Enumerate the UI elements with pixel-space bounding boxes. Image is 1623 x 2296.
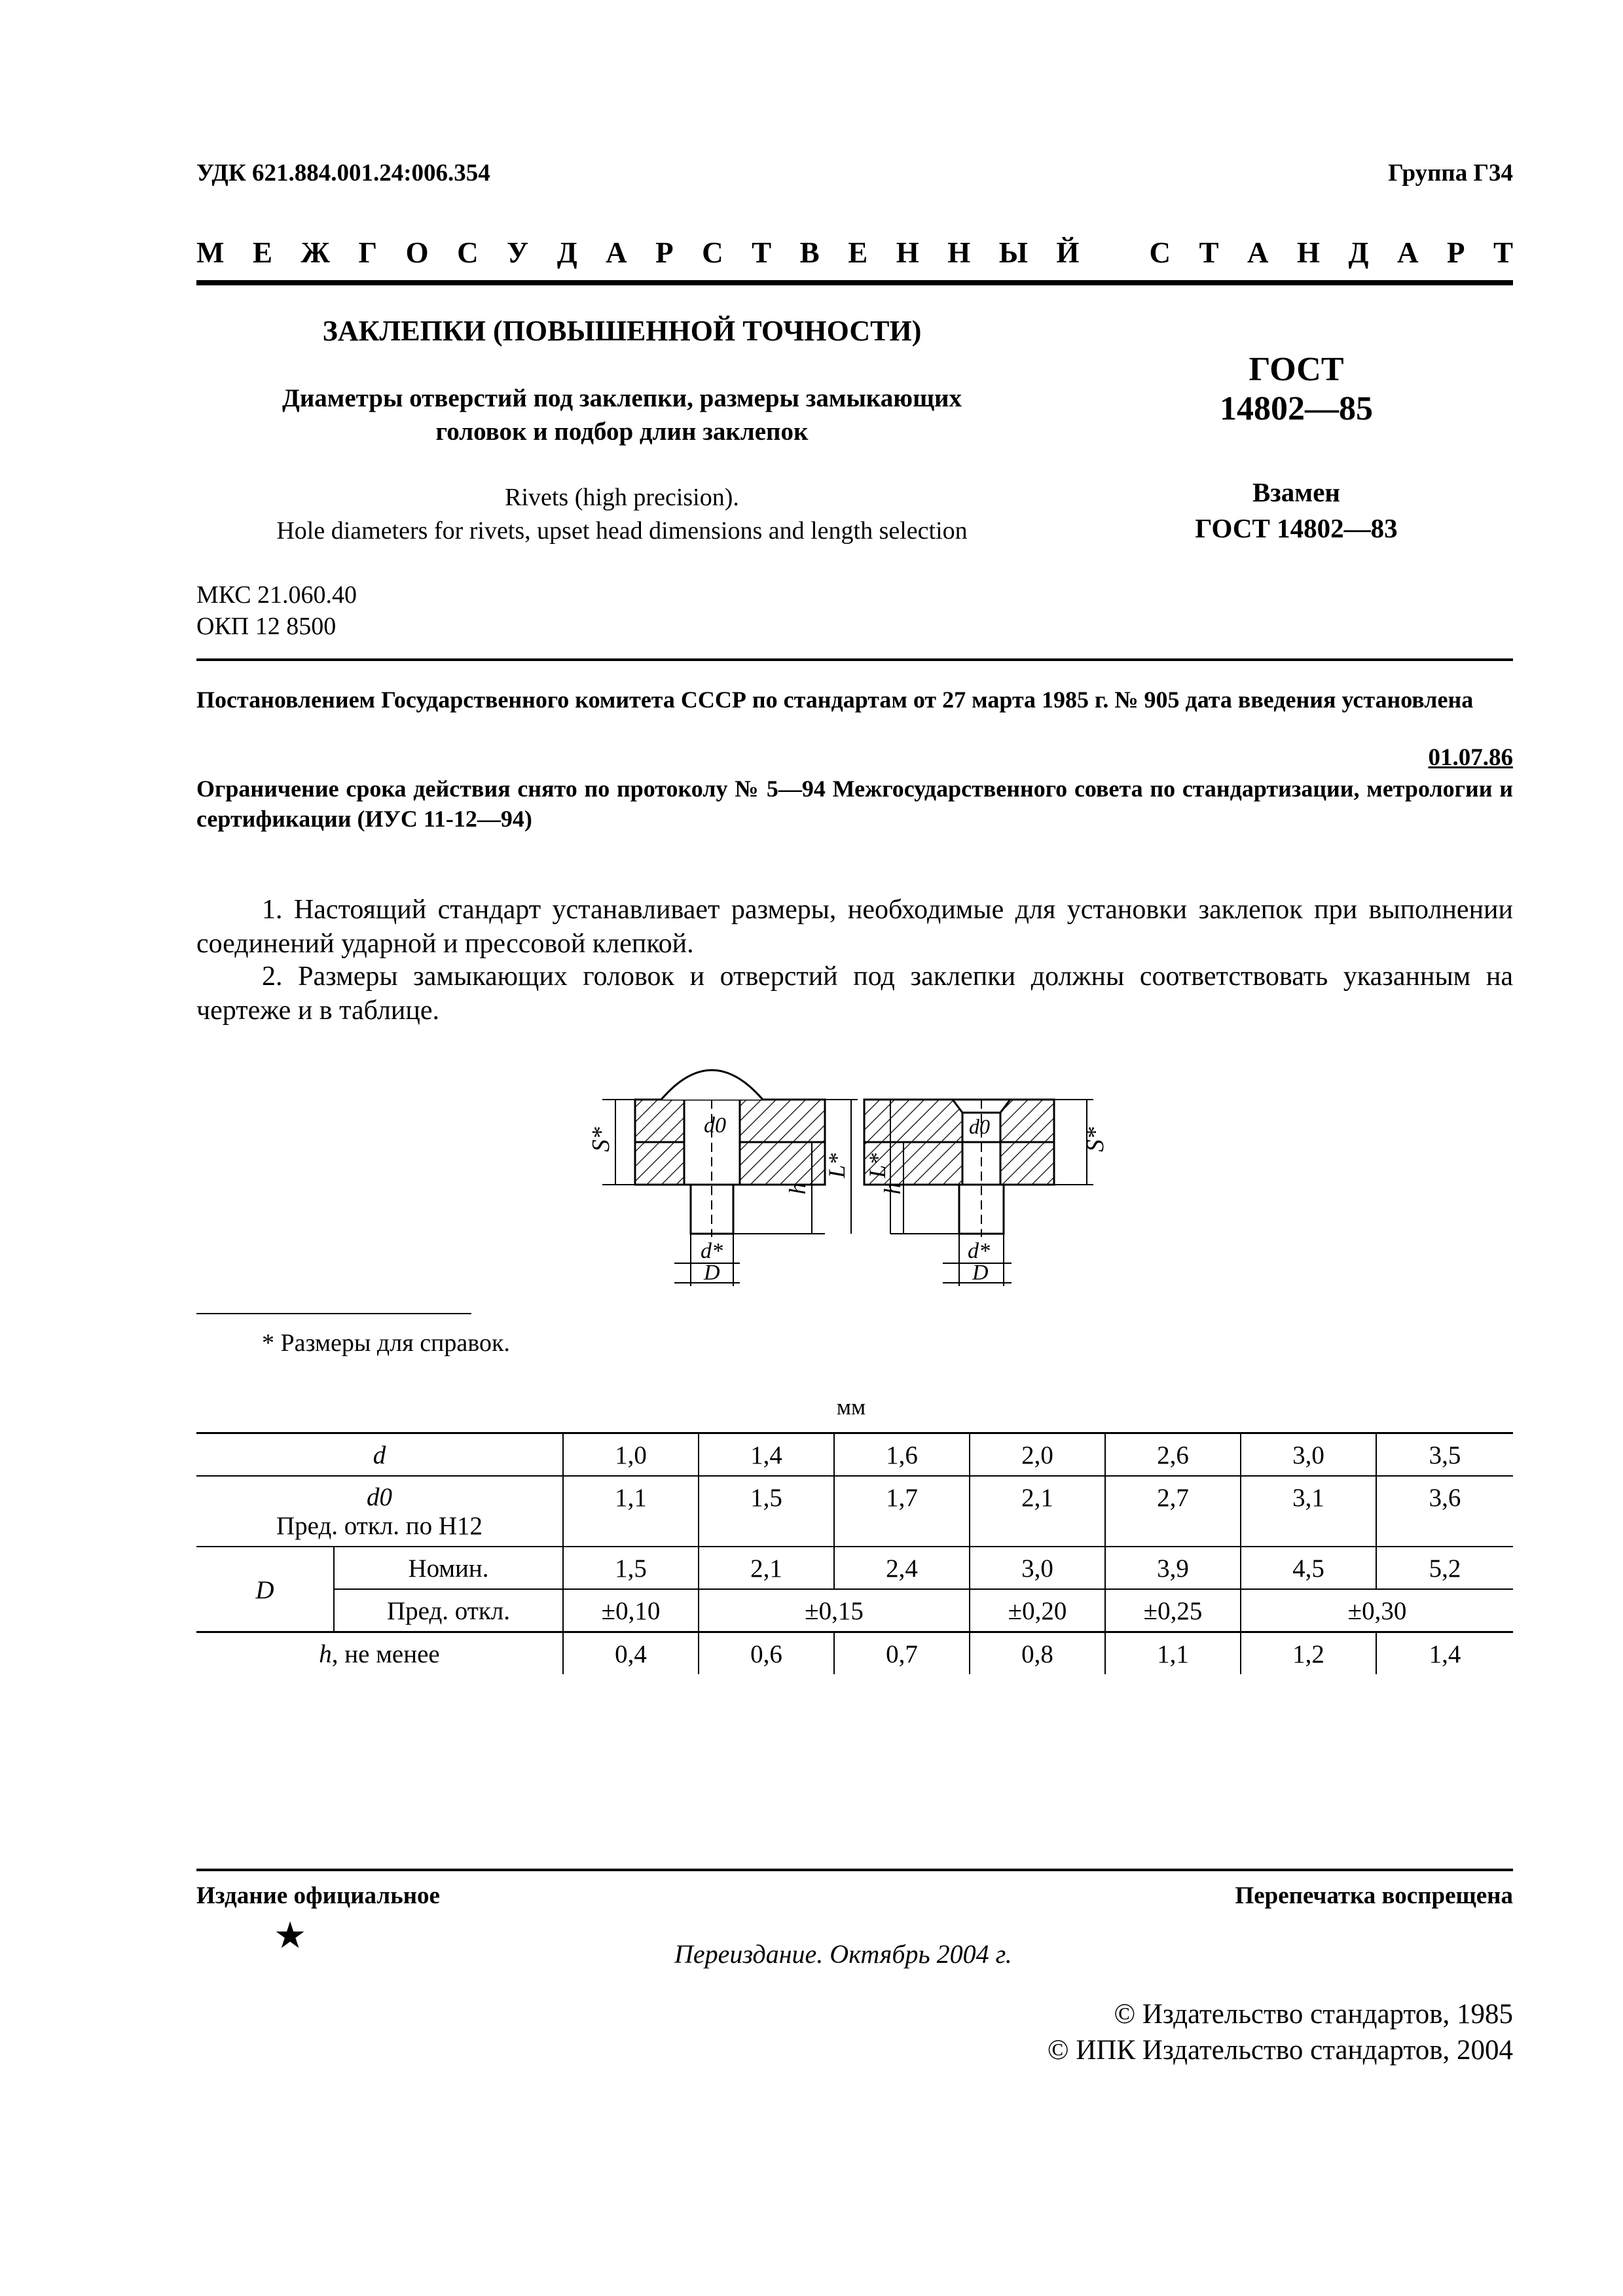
table-cell: 1,0 (563, 1433, 699, 1477)
subtitle-line-2: головок и подбор длин заклепок (435, 418, 809, 446)
paragraph-1 (196, 893, 1513, 961)
table-row-h (196, 1632, 1513, 1675)
table-cell: 1,4 (699, 1433, 834, 1477)
heading-letter: А (606, 236, 627, 269)
replaces-label: Взамен (1252, 477, 1341, 507)
D-label-left: D (704, 1261, 720, 1285)
english-title-line-2: Hole diameters for rivets, upset head dimensions and length selection (276, 517, 968, 545)
heading-letter: Д (556, 236, 577, 269)
heading-letter: О (405, 236, 429, 269)
heading-word-gap (1108, 236, 1121, 270)
s-label-left: S* (587, 1127, 615, 1152)
heading-letter: Ы (998, 236, 1028, 269)
d-label-right: d* (968, 1239, 990, 1263)
table-cell: 2,1 (970, 1476, 1105, 1547)
table-cell: 1,2 (1241, 1632, 1376, 1675)
heading-letter: Ж (301, 236, 330, 269)
decree-text: Постановлением Государственного комитета СССР по стандартам от 27 марта 1985 г. № 905 дата введения установлена (196, 687, 1474, 713)
row-label-D: D (196, 1547, 334, 1632)
heading-letter: Г (358, 236, 378, 269)
heading-letter: Е (252, 236, 272, 269)
row-label-D-nominal: Номин. (334, 1547, 563, 1589)
table-cell: 1,1 (563, 1476, 699, 1547)
heading-letter: В (799, 236, 820, 269)
paragraph-2-text: Размеры замыкающих головок и отверстий под заклепки должны соответствовать указанным на чертеже и в таблице. (196, 961, 1513, 1026)
table-cell: 0,6 (699, 1632, 834, 1675)
table-cell: 2,4 (834, 1547, 970, 1589)
D-label-right: D (972, 1261, 989, 1285)
h-symbol: h (319, 1640, 332, 1668)
english-title (196, 481, 1048, 548)
heading-letter: Е (848, 236, 868, 269)
replaces-block (1113, 475, 1480, 547)
group-code: Группа Г34 (1388, 160, 1513, 187)
heading-letter: У (507, 236, 529, 269)
round-head-rivet-view (602, 1070, 858, 1286)
table-cell: ±0,15 (699, 1589, 970, 1632)
heading-letter: Р (655, 236, 674, 269)
h-condition: , не менее (331, 1640, 440, 1668)
heading-letter: С (1149, 236, 1171, 269)
heading-letter: А (1247, 236, 1269, 269)
table-row-D-tolerance (196, 1589, 1513, 1632)
document-title: ЗАКЛЕПКИ (ПОВЫШЕННОЙ ТОЧНОСТИ) (322, 315, 922, 347)
table-cell: 0,8 (970, 1632, 1105, 1675)
heading-letter: С (457, 236, 479, 269)
table-cell: 3,9 (1105, 1547, 1241, 1589)
dimensions-table (196, 1432, 1513, 1674)
paragraph-2-number: 2. (262, 961, 283, 992)
table-cell: ±0,20 (970, 1589, 1105, 1632)
copyright-1985: © Издательство стандартов, 1985 (1114, 1999, 1513, 2030)
table-cell: 1,1 (1105, 1632, 1241, 1675)
h-label-left: h (784, 1183, 811, 1194)
table-cell: ±0,30 (1241, 1589, 1513, 1632)
d0-symbol: d0 (367, 1483, 392, 1511)
interstate-standard-heading (196, 236, 1513, 270)
table-cell: 3,1 (1241, 1476, 1376, 1547)
restriction-text: Ограничение срока действия снято по протоколу № 5—94 Межгосударственного совета по стандартизации, метрологии и сертификации (ИУС 11-12—94) (196, 776, 1513, 832)
heading-letter: Т (752, 236, 772, 269)
header-rule (196, 280, 1513, 285)
table-row-d0 (196, 1476, 1513, 1547)
rivet-drawing (576, 1047, 1152, 1302)
table-cell: 0,4 (563, 1632, 699, 1675)
replaces-number: ГОСТ 14802—83 (1195, 513, 1398, 543)
footnote-rule (196, 1313, 471, 1314)
reissue-note: Переиздание. Октябрь 2004 г. (674, 1939, 1012, 1969)
heading-letter: Н (947, 236, 971, 269)
table-cell: 2,0 (970, 1433, 1105, 1477)
okp-code: ОКП 12 8500 (196, 613, 337, 640)
table-cell: 3,0 (1241, 1433, 1376, 1477)
table-cell: 3,0 (970, 1547, 1105, 1589)
d0-label-right: d0 (969, 1115, 990, 1138)
table-cell: 5,2 (1376, 1547, 1513, 1589)
udk-code: УДК 621.884.001.24:006.354 (196, 160, 490, 187)
copyright-2004: © ИПК Издательство стандартов, 2004 (1047, 2035, 1513, 2066)
table-cell: 4,5 (1241, 1547, 1376, 1589)
table-row-D-nominal (196, 1547, 1513, 1589)
paragraph-2 (196, 960, 1513, 1028)
table-cell: 1,6 (834, 1433, 970, 1477)
paragraph-1-number: 1. (262, 895, 283, 925)
introduction-date: 01.07.86 (1428, 744, 1513, 771)
table-cell: 3,5 (1376, 1433, 1513, 1477)
table-cell: ±0,10 (563, 1589, 699, 1632)
gost-number-block (1113, 350, 1480, 429)
row-label-h (196, 1632, 563, 1675)
title-block-rule (196, 658, 1513, 661)
heading-letter: Й (1056, 236, 1080, 269)
row-label-d0 (196, 1476, 563, 1547)
table-cell: 3,6 (1376, 1476, 1513, 1547)
heading-letter: Д (1348, 236, 1369, 269)
footnote: * Размеры для справок. (262, 1329, 510, 1357)
reprint-prohibited: Перепечатка воспрещена (1235, 1882, 1513, 1909)
heading-letter: Т (1493, 236, 1513, 269)
document-subtitle (196, 382, 1048, 448)
L-label-right: L* (864, 1153, 890, 1178)
table-cell: ±0,25 (1105, 1589, 1241, 1632)
table-cell: 1,4 (1376, 1632, 1513, 1675)
gost-label: ГОСТ (1249, 351, 1344, 388)
paragraph-1-text: Настоящий стандарт устанавливает размеры, необходимые для установки заклепок при выполнении соединений ударной и прессовой клепкой. (196, 895, 1514, 959)
table-cell: 1,5 (699, 1476, 834, 1547)
d0-label-left: d0 (704, 1113, 726, 1138)
d0-tolerance-note: Пред. откл. по H12 (276, 1512, 483, 1540)
star-icon: ★ (274, 1914, 307, 1957)
s-label-right: S* (1082, 1127, 1109, 1152)
table-cell: 0,7 (834, 1632, 970, 1675)
table-row-d (196, 1433, 1513, 1477)
table-cell: 1,5 (563, 1547, 699, 1589)
row-label-d: d (196, 1433, 563, 1477)
heading-letter: С (702, 236, 723, 269)
table-cell: 1,7 (834, 1476, 970, 1547)
L-label-left: L* (824, 1153, 850, 1178)
subtitle-line-1: Диаметры отверстий под заклепки, размеры замыкающих (282, 384, 962, 412)
heading-letter: Т (1199, 236, 1219, 269)
d-label-left: d* (701, 1239, 723, 1263)
footer-rule (196, 1869, 1513, 1871)
official-edition: Издание официальное (196, 1882, 440, 1909)
row-label-D-tolerance: Пред. откл. (334, 1589, 563, 1632)
heading-letter: Н (1296, 236, 1320, 269)
h-label-right: h (879, 1183, 905, 1194)
heading-letter: Н (896, 236, 919, 269)
table-cell: 2,7 (1105, 1476, 1241, 1547)
table-unit: мм (836, 1394, 866, 1420)
english-title-line-1: Rivets (high precision). (505, 484, 739, 511)
heading-letter: Р (1446, 236, 1465, 269)
classification-codes (196, 579, 357, 642)
table-cell: 2,1 (699, 1547, 834, 1589)
heading-letter: М (196, 236, 225, 269)
table-cell: 2,6 (1105, 1433, 1241, 1477)
heading-letter: А (1396, 236, 1419, 269)
gost-number: 14802—85 (1220, 390, 1373, 427)
mks-code: МКС 21.060.40 (196, 581, 357, 609)
